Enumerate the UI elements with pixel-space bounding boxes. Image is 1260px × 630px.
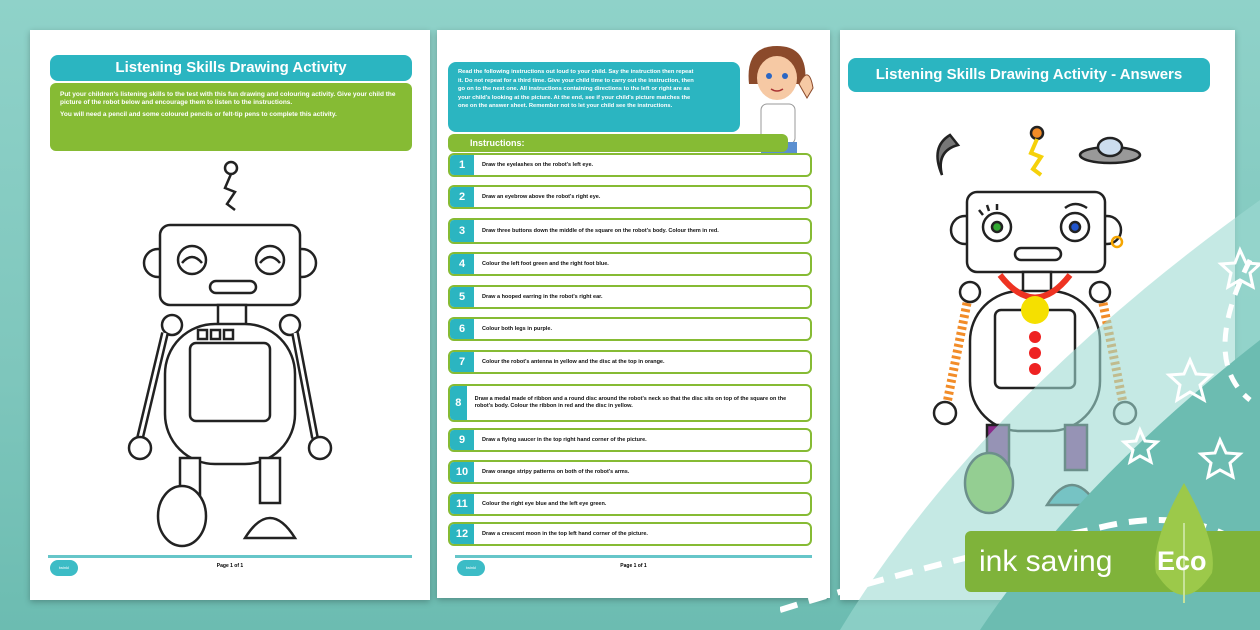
twinkl-logo: twinkl [50,560,78,576]
intro-text: Put your children's listening skills to the test with this fun drawing and colouring activity. Give your child the picture of the robot below and encourage them to listen to the instructions. [60,91,396,106]
instruction-item [448,460,812,484]
instruction-number: 1 [450,155,474,175]
instructions-heading: Instructions: [448,134,788,152]
teacher-instructions: Read the following instructions out loud to your child. Say the instruction then repeat it. Do not repeat for a third time. Give your child time to carry out the instruction, then go on to the next one. All instructions containing directions to the left or right are as your child's looking at the picture. At the end, see if your child's picture matches the one on the answer sheet. Remember not to let your child see the instructions. [448,62,740,132]
eco-label: Eco [1157,546,1207,576]
instruction-item [448,428,812,452]
instruction-item [448,252,812,276]
instruction-item [448,522,812,546]
instruction-number: 7 [450,352,474,372]
worksheet-page-1 [30,30,430,600]
instruction-item [448,350,812,374]
instruction-text: Draw a medal made of ribbon and a round disc around the robot's neck so that the disc sits on top of the square on the robot's body. Colour the ribbon in red and the disc in yellow. [474,396,787,409]
robot-outline-image [120,158,370,548]
instruction-text: Colour the right eye blue and the left eye green. [482,500,607,507]
instruction-text: Colour the left foot green and the right foot blue. [482,260,609,267]
instruction-number: 11 [450,494,474,514]
instruction-item [448,185,812,209]
instruction-number: 3 [450,220,474,242]
instruction-text: Draw a crescent moon in the top left hand corner of the picture. [482,530,648,537]
instruction-text: Colour both legs in purple. [482,325,552,332]
instruction-number: 5 [450,287,474,307]
instruction-text: Draw the eyelashes on the robot's left eye. [482,161,594,168]
intro-materials: You will need a pencil and some coloured pencils or felt-tip pens to complete this activity. [60,111,337,118]
instruction-text: Draw orange stripy patterns on both of the robot's arms. [482,468,630,475]
instruction-item [448,285,812,309]
instruction-number: 4 [450,254,474,274]
instruction-item [448,492,812,516]
crescent-moon-icon [938,135,959,175]
page-number: Page 1 of 1 [216,563,244,569]
instruction-number: 12 [450,524,474,544]
instruction-number: 2 [450,187,474,207]
worksheet-page-2 [437,30,830,598]
footer-divider [455,555,812,558]
instruction-number: 9 [450,430,474,450]
instruction-item [448,153,812,177]
twinkl-logo: twinkl [457,560,485,576]
instruction-number: 10 [450,462,474,482]
instruction-text: Draw an eyebrow above the robot's right eye. [482,193,601,200]
page-number: Page 1 of 1 [620,563,647,569]
ink-saving-badge: ink saving [965,531,1260,592]
instruction-number: 6 [450,319,474,339]
instruction-text: Draw a hooped earring in the robot's right ear. [482,293,603,300]
instruction-item [448,317,812,341]
instruction-text: Colour the robot's antenna in yellow and the disc at the top in orange. [482,358,665,365]
footer-divider [48,555,412,558]
instruction-text: Draw a flying saucer in the top right hand corner of the picture. [482,436,647,443]
intro-box [50,83,412,151]
instruction-item [448,384,812,422]
flying-saucer-icon [1080,138,1140,163]
instruction-number: 8 [450,386,467,420]
instruction-text: Draw three buttons down the middle of the square on the robot's body. Colour them in red. [482,227,719,234]
instruction-item [448,218,812,244]
page-title: Listening Skills Drawing Activity [50,55,412,81]
answers-page-title: Listening Skills Drawing Activity - Answers [848,58,1210,92]
